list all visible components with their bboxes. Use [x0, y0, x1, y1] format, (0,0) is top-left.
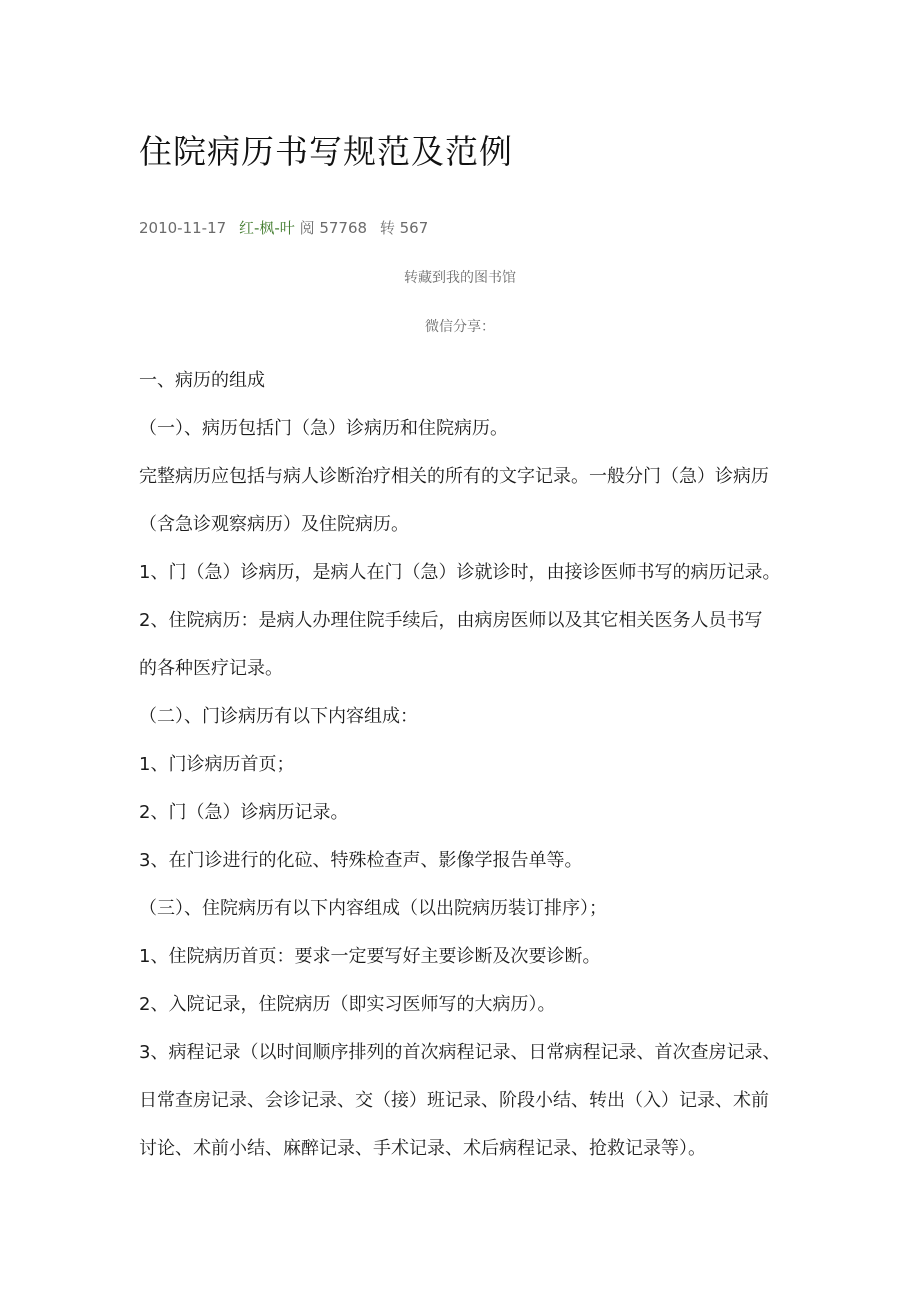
publish-date: 2010-11-17	[139, 219, 227, 237]
list-item: 1、门（急）诊病历，是病人在门（急）诊就诊时，由接诊医师书写的病历记录。	[139, 562, 781, 583]
paragraph-line: 讨论、术前小结、麻醉记录、手术记录、术后病程记录、抢救记录等）。	[139, 1138, 706, 1159]
paragraph-line: 完整病历应包括与病人诊断治疗相关的所有的文字记录。一般分门（急）诊病历	[139, 466, 769, 487]
wechat-share-label[interactable]: 微信分享：	[425, 319, 495, 335]
article-meta	[139, 217, 436, 238]
list-item: 1、门诊病历首页；	[139, 754, 295, 775]
author-link[interactable]: 红-枫-叶	[238, 219, 295, 237]
subsection-heading: （一）、病历包括门（急）诊病历和住院病历。	[139, 418, 508, 439]
paragraph-line: 日常查房记录、会诊记录、交（接）班记录、阶段小结、转出（入）记录、术前	[139, 1090, 769, 1111]
repost-count: 转 567	[379, 219, 429, 237]
list-item: 2、入院记录，住院病历（即实习医师写的大病历）。	[139, 994, 556, 1015]
page-title: 住院病历书写规范及范例	[139, 132, 513, 171]
list-item: 3、在门诊进行的化砬、特殊检查声、影像学报告单等。	[139, 850, 583, 871]
list-item: 3、病程记录（以时间顺序排列的首次病程记录、日常病程记录、首次查房记录、	[139, 1042, 781, 1063]
paragraph-line: （含急诊观察病历）及住院病历。	[139, 514, 409, 535]
paragraph-line: 的各种医疗记录。	[139, 658, 283, 679]
list-item: 1、住院病历首页：要求一定要写好主要诊断及次要诊断。	[139, 946, 601, 967]
save-to-library-link[interactable]: 转藏到我的图书馆	[404, 270, 516, 286]
list-item: 2、住院病历：是病人办理住院手续后，由病房医师以及其它相关医务人员书写	[139, 610, 763, 631]
list-item: 2、门（急）诊病历记录。	[139, 802, 349, 823]
subsection-heading: （三）、住院病历有以下内容组成（以出院病历装订排序）；	[139, 898, 607, 919]
read-count: 阅 57768	[299, 219, 368, 237]
section-heading: 一、病历的组成	[139, 370, 265, 391]
subsection-heading: （二）、门诊病历有以下内容组成：	[139, 706, 418, 727]
article-body	[139, 357, 799, 1173]
